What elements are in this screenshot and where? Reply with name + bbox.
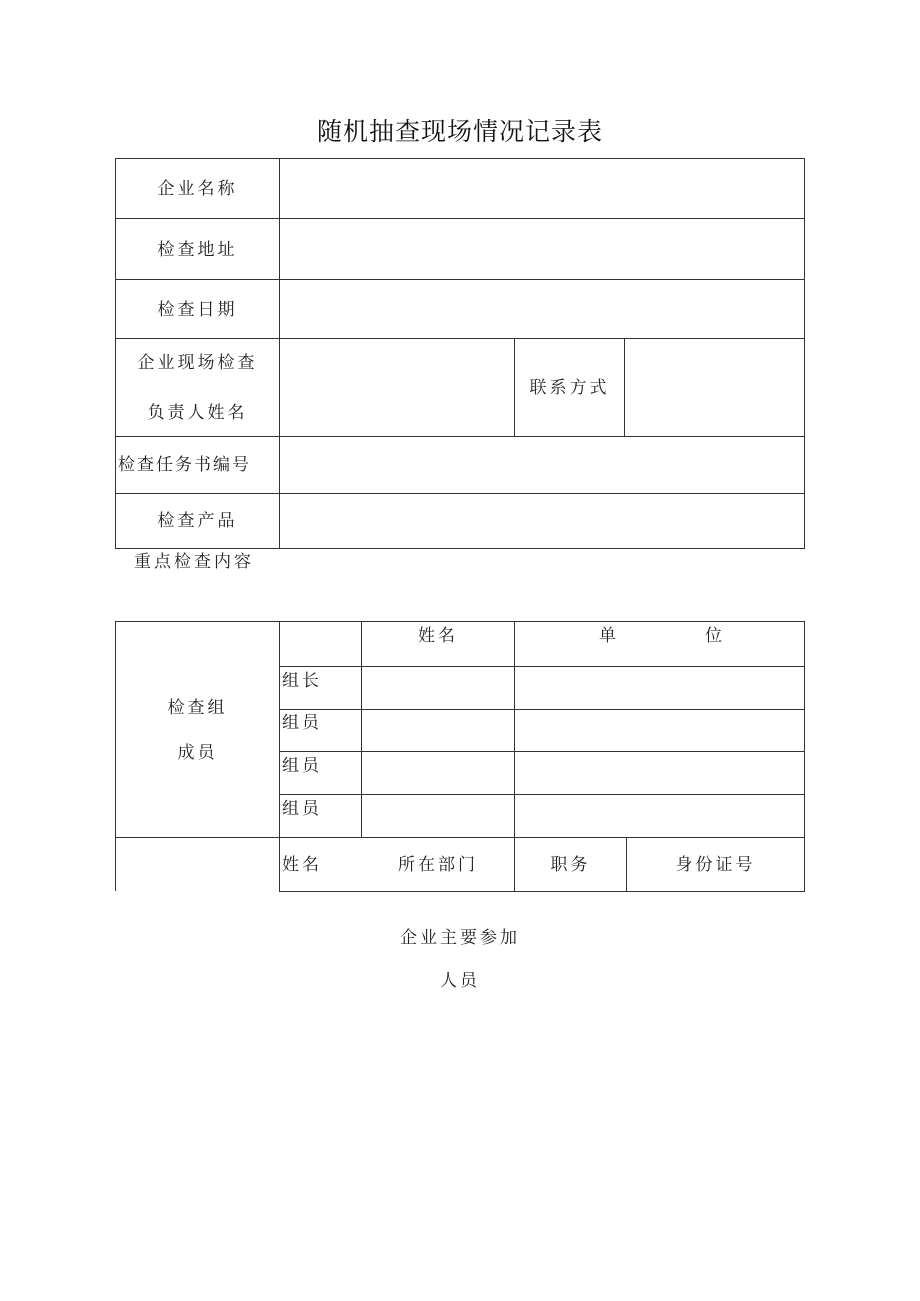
team-group-label: 检查组: [167, 698, 228, 718]
task-number-label: 检查任务书编号: [118, 455, 251, 475]
role-member: 组员: [282, 756, 322, 776]
company-staff-label: 企业主要参加: [400, 928, 520, 948]
role-member: 组员: [282, 713, 322, 733]
company-staff-label-cont: 人员: [440, 971, 480, 991]
products-label: 检查产品: [157, 511, 238, 531]
table-border: [115, 158, 805, 159]
staff-header-id-number: 身份证号: [675, 855, 756, 875]
table-divider: [514, 621, 515, 892]
table-divider: [279, 666, 805, 667]
table-border: [804, 621, 805, 892]
staff-header-name: 姓名: [282, 855, 322, 875]
table-divider: [279, 751, 805, 752]
table-divider: [115, 338, 805, 339]
table-border: [804, 158, 805, 549]
inspection-address-label: 检查地址: [157, 240, 238, 260]
contact-label: 联系方式: [529, 378, 610, 398]
staff-header-position: 职务: [550, 855, 591, 875]
table-divider: [115, 493, 805, 494]
table-border: [115, 548, 805, 549]
team-header-name: 姓名: [418, 626, 458, 646]
table-divider: [115, 436, 805, 437]
company-name-label: 企业名称: [157, 179, 238, 199]
team-group-label-cont: 成员: [177, 743, 218, 763]
table-divider: [115, 218, 805, 219]
team-header-unit-cont: 位: [705, 626, 725, 646]
onsite-responsible-label-cont: 负责人姓名: [147, 403, 248, 423]
table-border: [115, 621, 805, 622]
role-member: 组员: [282, 799, 322, 819]
table-divider: [279, 158, 280, 549]
table-divider: [279, 621, 280, 892]
team-header-unit: 单: [599, 626, 619, 646]
table-divider: [279, 709, 805, 710]
onsite-responsible-label: 企业现场检查: [137, 353, 258, 373]
staff-header-department: 所在部门: [398, 855, 478, 875]
table-divider: [624, 338, 625, 436]
table-divider: [361, 621, 362, 837]
table-border: [279, 891, 805, 892]
table-divider: [279, 794, 805, 795]
inspection-date-label: 检查日期: [157, 300, 238, 320]
role-leader: 组长: [282, 671, 322, 691]
page-title: 随机抽查现场情况记录表: [316, 117, 603, 146]
table-divider: [115, 837, 805, 838]
table-divider: [115, 279, 805, 280]
key-content-label: 重点检查内容: [134, 552, 254, 572]
